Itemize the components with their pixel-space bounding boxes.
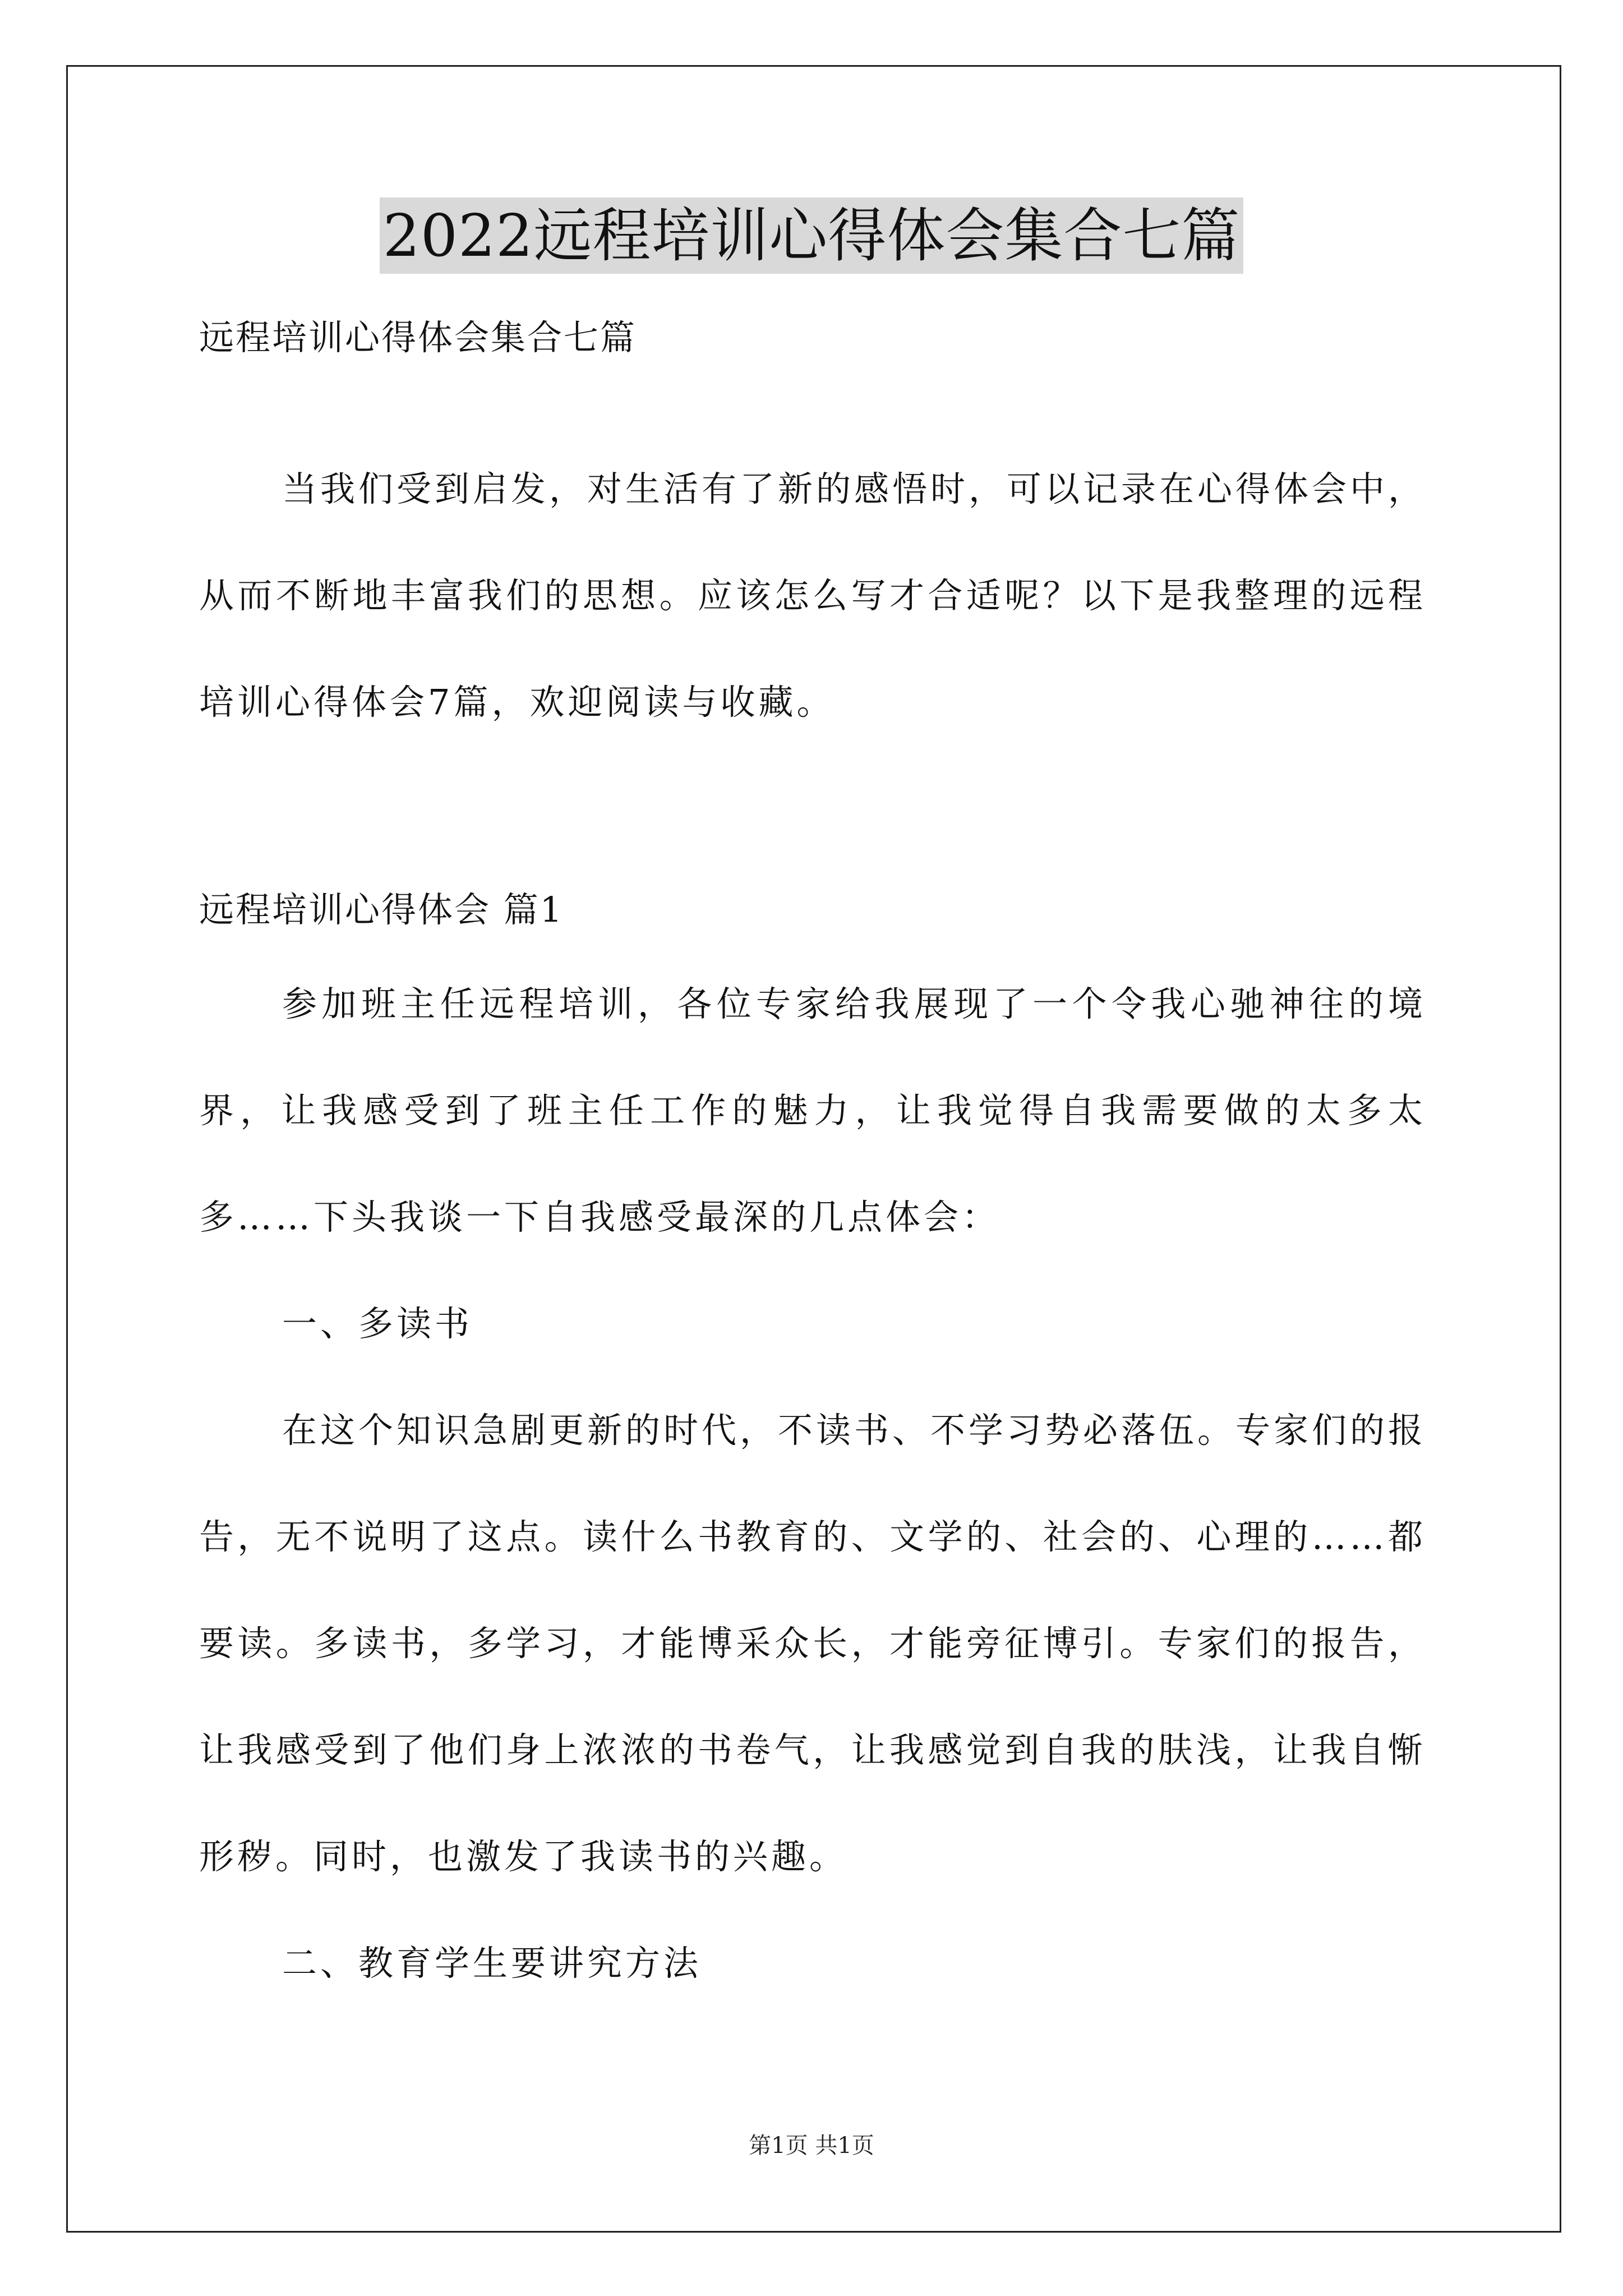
document-subtitle: 远程培训心得体会集合七篇 xyxy=(199,317,637,358)
body-paragraph: 在这个知识急剧更新的时代，不读书、不学习势必落伍。专家们的报告，无不说明了这点。读什么书教育的、文学的、社会的、心理的……都要读。多读书，多学习，才能博采众长，才能旁征博引。专家们的报告，让我感受到了他们身上浓浓的书卷气，让我感觉到自我的肤浅，让我自惭形秽。同时，也激发了我读书的兴趣。 xyxy=(199,1410,1427,1877)
body-paragraph: 参加班主任远程培训，各位专家给我展现了一个令我心驰神往的境界，让我感受到了班主任工作的魅力，让我觉得自我需要做的太多太多……下头我谈一下自我感受最深的几点体会： xyxy=(199,983,1426,1237)
section-heading: 远程培训心得体会 篇1 xyxy=(199,889,564,930)
page-footer: 第1页 共1页 xyxy=(749,2133,874,2159)
subheading-read-books: 一、多读书 xyxy=(282,1303,473,1344)
title-container xyxy=(0,197,1623,274)
document-title: 2022远程培训心得体会集合七篇 xyxy=(380,197,1244,274)
intro-paragraph: 当我们受到启发，对生活有了新的感悟时，可以记录在心得体会中，从而不断地丰富我们的思想。应该怎么写才合适呢？以下是我整理的远程培训心得体会7篇，欢迎阅读与收藏。 xyxy=(199,468,1427,723)
subheading-teaching-methods: 二、教育学生要讲究方法 xyxy=(282,1943,702,1984)
